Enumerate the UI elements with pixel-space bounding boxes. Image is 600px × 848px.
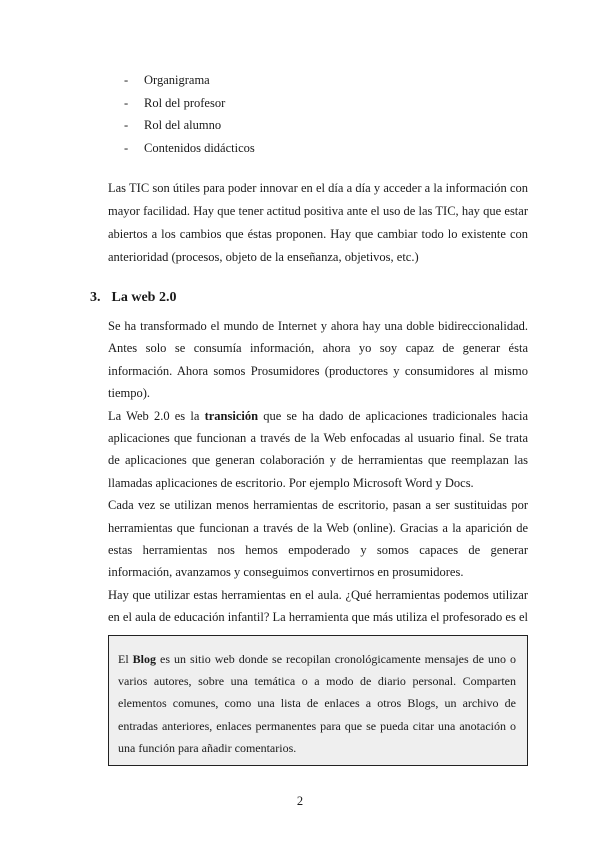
bullet-marker: - (124, 140, 129, 155)
list-item (124, 92, 255, 115)
list-item (124, 69, 255, 92)
box-text: El (118, 652, 133, 666)
section-body (108, 315, 528, 651)
list-item-text: Rol del profesor (144, 95, 226, 110)
bold-term-blog: Blog (132, 652, 157, 666)
intro-paragraph: Las TIC son útiles para poder innovar en el día a día y acceder a la información con mayor facilidad. Hay que tener actitud positiva ante el uso de las TIC, hay que estar abiertos a los cambios que éstas proponen. Hay que cambiar todo lo existente con anterioridad (procesos, objeto de la enseñanza, objetivos, etc.) (108, 181, 528, 264)
section-paragraph-1: Se ha transformado el mundo de Internet y ahora hay una doble bidireccionalidad. Antes solo se consumía información, ahora yo soy capaz de generar ésta información. Ahora somos Prosumidores (productores y consumidores al mismo tiempo). (108, 319, 528, 401)
blog-definition-text (118, 648, 516, 759)
page-number: 2 (296, 794, 304, 808)
blog-definition-box (108, 635, 528, 766)
paragraph-text: que se ha dado de aplicaciones tradicionales hacia aplicaciones que funcionan a través de la Web enfocadas al usuario final. Se trata de aplicaciones que generan colaboración y de herramientas que reemplazan las llamadas aplicaciones de escritorio. Por ejemplo Microsoft Word y Docs. (108, 408, 528, 490)
bold-term-transicion: transición (204, 408, 259, 423)
box-text: es un sitio web donde se recopilan cronológicamente mensajes de uno o varios autores, sobre una temática o a modo de diario personal. Comparten elementos comunes, como una lista de enlaces a otros Blogs, un archivo de entradas anteriores, enlaces permanentes para que se pueda citar una anotación o una función para añadir comentarios. (118, 652, 516, 755)
section-paragraph-2 (108, 405, 528, 495)
list-item (124, 137, 255, 160)
section-paragraph-3: Cada vez se utilizan menos herramientas de escritorio, pasan a ser sustituidas por herramientas que funcionan a través de la Web (online). Gracias a la aparición de estas herramientas nos hemos empoderado y somos capaces de generar información, avanzamos y conseguimos convertirnos en prosumidores. (108, 498, 528, 580)
section-paragraph-4: Hay que utilizar estas herramientas en el aula. ¿Qué herramientas podemos utilizar en el aula de educación infantil? La herramienta que más utiliza el profesorado es el (108, 587, 528, 625)
section-number: 3. (90, 290, 101, 305)
bullet-marker: - (124, 118, 129, 132)
paragraph-text: La Web 2.0 es la (108, 408, 205, 423)
list-item (124, 114, 255, 137)
list-item-text: Contenidos didácticos (144, 140, 255, 155)
bullet-marker: - (124, 73, 129, 87)
list-item-text: Organigrama (144, 73, 210, 87)
bullet-marker: - (124, 95, 129, 110)
section-heading (90, 290, 176, 306)
bullet-list (124, 69, 255, 159)
section-title: La web 2.0 (111, 290, 177, 305)
list-item-text: Rol del alumno (144, 118, 222, 132)
